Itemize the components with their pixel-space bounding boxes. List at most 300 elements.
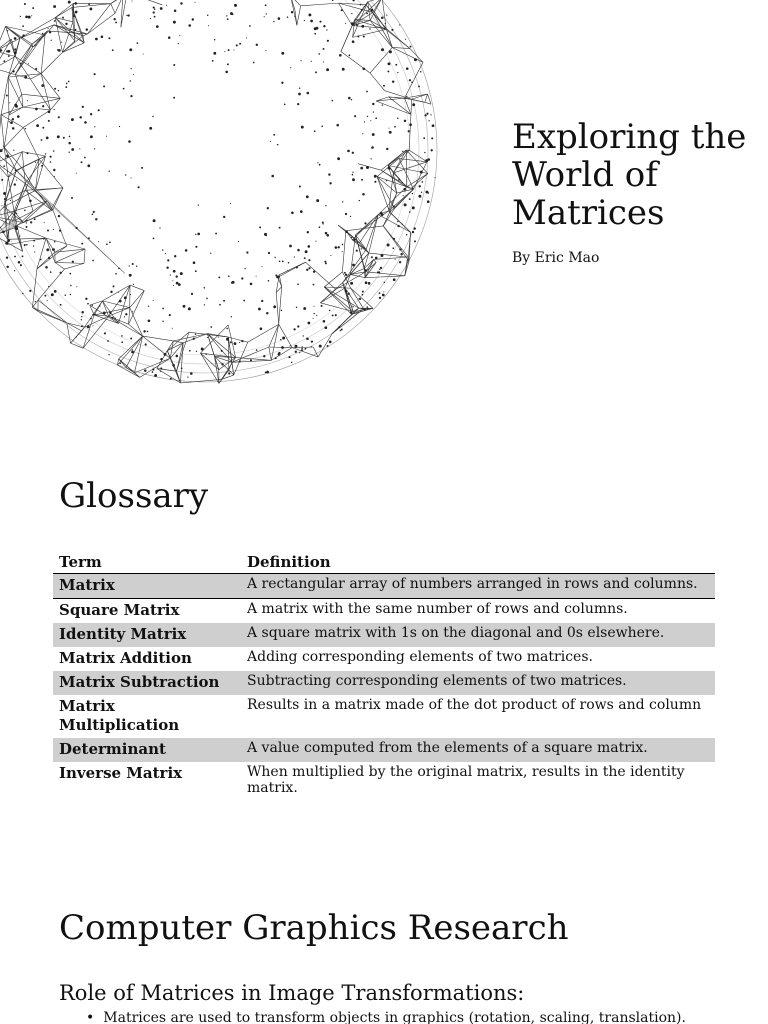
globe-particle [87, 303, 89, 305]
globe-particle [35, 301, 36, 302]
globe-particle [302, 346, 303, 347]
globe-mesh-line [16, 159, 39, 170]
globe-particle [224, 51, 225, 52]
globe-particle [273, 134, 275, 136]
globe-mesh-line [332, 314, 352, 333]
globe-particle [323, 48, 325, 50]
table-row [53, 574, 715, 599]
globe-particle [228, 49, 230, 51]
globe-mesh-line [129, 291, 145, 325]
globe-particle [176, 275, 178, 277]
globe-particle [430, 114, 431, 115]
globe-particle [106, 243, 108, 245]
globe-particle [279, 227, 281, 229]
globe-particle [30, 221, 32, 223]
globe-mesh-line [111, 4, 115, 13]
globe-particle [173, 270, 176, 273]
globe-rim-arc [0, 0, 437, 382]
globe-mesh-line [33, 35, 45, 47]
globe-particle [291, 11, 293, 13]
globe-particle [188, 307, 191, 310]
globe-particle [54, 241, 56, 243]
globe-particle [206, 298, 208, 300]
globe-particle [2, 231, 5, 234]
globe-mesh-line [135, 358, 171, 373]
globe-particle [375, 257, 378, 260]
globe-particle [395, 259, 396, 260]
globe-particle [332, 314, 334, 316]
globe-particle [397, 225, 399, 227]
globe-particle [424, 152, 425, 153]
globe-mesh-line [41, 52, 62, 73]
globe-particle [348, 97, 351, 100]
globe-particle [69, 273, 71, 275]
globe-particle [345, 213, 347, 215]
globe-particle [118, 292, 119, 293]
globe-particle [277, 144, 279, 146]
globe-particle [388, 167, 391, 170]
globe-particle [345, 23, 346, 24]
globe-particle [226, 15, 227, 16]
globe-particle [360, 4, 362, 6]
globe-particle [230, 341, 232, 343]
globe-particle [428, 120, 429, 121]
globe-particle [22, 293, 23, 294]
globe-particle [406, 234, 407, 235]
globe-particle [409, 198, 411, 200]
globe-particle [424, 114, 426, 116]
globe-particle [149, 127, 152, 130]
globe-particle [103, 85, 105, 87]
globe-particle [8, 112, 9, 113]
globe-particle [50, 161, 52, 163]
globe-particle [389, 131, 392, 134]
globe-particle [154, 16, 156, 18]
globe-particle [131, 351, 134, 354]
globe-particle [58, 90, 59, 91]
globe-particle [132, 311, 133, 312]
globe-particle [291, 212, 294, 215]
globe-particle [265, 4, 267, 6]
globe-particle [13, 150, 14, 151]
definition-cell: A square matrix with 1s on the diagonal and 0s elsewhere. [241, 623, 715, 647]
globe-particle [132, 349, 133, 350]
globe-particle [62, 17, 64, 19]
globe-mesh-line [278, 262, 306, 277]
globe-particle [124, 316, 125, 317]
globe-particle [418, 185, 420, 187]
globe-particle [160, 367, 162, 369]
globe-particle [191, 293, 193, 295]
globe-mesh-line [55, 262, 64, 269]
globe-particle [380, 267, 382, 269]
globe-particle [40, 259, 42, 261]
globe-particle [238, 241, 239, 242]
globe-particle [54, 88, 56, 90]
globe-particle [294, 256, 295, 257]
globe-particle [352, 178, 355, 181]
globe-particle [194, 2, 195, 3]
globe-particle [75, 227, 77, 229]
globe-particle [345, 290, 348, 293]
globe-particle [79, 148, 80, 149]
globe-particle [412, 206, 415, 209]
globe-particle [4, 198, 6, 200]
globe-particle [1, 205, 2, 206]
globe-particle [218, 276, 220, 278]
globe-particle [394, 126, 396, 128]
globe-particle [59, 229, 61, 231]
globe-particle [241, 277, 243, 279]
globe-particle [195, 270, 197, 272]
globe-particle [414, 227, 416, 229]
globe-particle [128, 140, 131, 143]
globe-mesh-line [83, 34, 88, 36]
globe-particle [133, 284, 134, 285]
globe-particle [275, 357, 277, 359]
globe-particle [298, 93, 301, 96]
globe-particle [325, 232, 328, 235]
globe-particle [69, 136, 71, 138]
globe-particle [92, 304, 93, 305]
definition-cell: A matrix with the same number of rows and columns. [247, 601, 628, 617]
globe-particle [308, 259, 310, 261]
globe-particle [24, 76, 27, 79]
globe-particle [227, 18, 229, 20]
globe-particle [328, 173, 330, 175]
globe-particle [324, 326, 327, 329]
globe-particle [258, 308, 261, 311]
globe-mesh-line [425, 102, 431, 104]
globe-mesh-line [297, 6, 301, 25]
globe-particle [47, 300, 48, 301]
globe-particle [81, 161, 83, 163]
globe-mesh-line [20, 18, 55, 39]
globe-particle [342, 251, 343, 252]
globe-particle [42, 127, 44, 129]
globe-particle [324, 261, 326, 263]
globe-particle [153, 300, 154, 301]
globe-particle [99, 305, 101, 307]
globe-particle [375, 117, 377, 119]
globe-mesh-line [37, 246, 67, 269]
globe-particle [154, 8, 156, 10]
globe-particle [76, 336, 77, 337]
globe-particle [58, 215, 60, 217]
globe-particle [137, 42, 139, 44]
globe-particle [403, 195, 404, 196]
globe-particle [305, 250, 308, 253]
globe-particle [130, 95, 132, 97]
globe-particle [219, 304, 221, 306]
globe-particle [41, 139, 43, 141]
globe-particle [329, 310, 331, 312]
globe-particle [179, 35, 180, 36]
table-row [53, 738, 715, 762]
globe-particle [379, 297, 381, 299]
globe-particle [143, 53, 144, 54]
globe-particle [89, 7, 92, 10]
globe-particle [387, 244, 390, 247]
globe-particle [72, 261, 74, 263]
globe-mesh-line [366, 5, 387, 29]
globe-particle [304, 20, 305, 21]
globe-particle [178, 43, 179, 44]
globe-particle [119, 126, 120, 127]
globe-particle [378, 271, 380, 273]
globe-particle [239, 342, 240, 343]
globe-particle [92, 260, 94, 262]
globe-particle [431, 149, 433, 151]
globe-particle [341, 328, 343, 330]
globe-particle [34, 251, 35, 252]
globe-mesh-line [83, 315, 94, 348]
globe-mesh-line [1, 115, 23, 128]
globe-particle [98, 241, 99, 242]
globe-particle [357, 36, 359, 38]
globe-particle [180, 272, 183, 275]
globe-particle [65, 23, 67, 25]
globe-particle [29, 200, 32, 203]
globe-particle [172, 280, 173, 281]
globe-particle [282, 261, 284, 263]
definition-cell: A value computed from the elements of a square matrix. [241, 738, 715, 762]
globe-particle [18, 261, 21, 264]
globe-particle [57, 49, 59, 51]
globe-particle [115, 273, 117, 275]
globe-particle [152, 368, 154, 370]
globe-particle [109, 241, 111, 243]
globe-particle [7, 171, 8, 172]
globe-particle [319, 226, 321, 228]
globe-particle [351, 13, 352, 14]
globe-particle [386, 14, 387, 15]
globe-particle [181, 368, 183, 370]
globe-particle [244, 268, 245, 269]
globe-particle [22, 34, 24, 36]
globe-particle [7, 50, 10, 53]
globe-mesh-line [324, 272, 342, 287]
globe-mesh-line [5, 190, 25, 201]
globe-mesh-line [126, 336, 143, 367]
globe-mesh-line [279, 324, 292, 347]
globe-particle [195, 234, 196, 235]
globe-particle [205, 354, 206, 355]
globe-particle [308, 13, 311, 16]
globe-particle [212, 60, 214, 62]
globe-particle [48, 257, 50, 259]
globe-particle [48, 28, 49, 29]
globe-particle [411, 81, 413, 83]
globe-particle [169, 314, 171, 316]
globe-particle [226, 328, 228, 330]
globe-particle [387, 70, 389, 72]
globe-mesh-line [55, 3, 73, 17]
globe-particle [88, 237, 90, 239]
globe-particle [12, 41, 13, 42]
globe-particle [414, 240, 416, 242]
globe-particle [50, 271, 52, 273]
globe-particle [204, 287, 206, 289]
globe-particle [361, 248, 362, 249]
term-cell: Matrix Addition [59, 649, 192, 667]
globe-particle [236, 44, 238, 46]
globe-particle [132, 263, 134, 265]
glossary-heading: Glossary [59, 476, 209, 516]
globe-mesh-line [130, 285, 144, 290]
globe-particle [90, 135, 93, 138]
globe-particle [173, 21, 176, 24]
globe-particle [43, 238, 45, 240]
globe-particle [79, 116, 81, 118]
globe-particle [388, 62, 391, 65]
globe-particle [0, 49, 2, 51]
globe-particle [128, 14, 130, 16]
globe-particle [54, 176, 55, 177]
globe-particle [337, 246, 339, 248]
globe-particle [274, 257, 275, 258]
globe-particle [20, 264, 22, 266]
globe-mesh-line [14, 183, 25, 211]
globe-particle [71, 197, 73, 199]
globe-particle [427, 200, 430, 203]
globe-particle [361, 179, 363, 181]
section-subheading: Role of Matrices in Image Transformations: [59, 981, 525, 1005]
globe-particle [300, 210, 303, 213]
globe-particle [367, 306, 369, 308]
globe-mesh-line [1, 115, 4, 148]
globe-particle [54, 290, 57, 293]
globe-particle [121, 335, 123, 337]
globe-particle [266, 312, 268, 314]
globe-particle [21, 36, 23, 38]
globe-particle [7, 30, 8, 31]
globe-particle [420, 171, 423, 174]
globe-particle [379, 269, 380, 270]
globe-particle [323, 25, 325, 27]
globe-particle [166, 266, 168, 268]
globe-particle [409, 79, 411, 81]
globe-particle [15, 226, 17, 228]
globe-particle [273, 21, 275, 23]
globe-particle [162, 249, 163, 250]
globe-particle [250, 283, 253, 286]
globe-mesh-line [23, 127, 39, 159]
globe-particle [12, 70, 14, 72]
globe-particle [264, 233, 267, 236]
globe-particle [88, 3, 90, 5]
globe-particle [154, 374, 157, 377]
globe-particle [221, 363, 223, 365]
globe-particle [223, 300, 225, 302]
globe-particle [176, 355, 179, 358]
globe-particle [327, 345, 329, 347]
globe-particle [147, 331, 149, 333]
globe-mesh-line [130, 308, 143, 336]
globe-particle [350, 282, 353, 285]
document-title: Exploring the World of Matrices [512, 117, 747, 233]
globe-particle [239, 43, 241, 45]
globe-particle [315, 71, 317, 73]
globe-particle [379, 292, 381, 294]
globe-particle [374, 175, 377, 178]
globe-particle [366, 166, 369, 169]
globe-particle [33, 245, 34, 246]
globe-particle [28, 63, 29, 64]
globe-particle [131, 177, 132, 178]
globe-particle [420, 71, 422, 73]
globe-mesh-line [38, 311, 67, 323]
title-block [512, 118, 752, 266]
globe-particle [354, 239, 356, 241]
globe-particle [319, 345, 322, 348]
globe-particle [290, 345, 291, 346]
globe-mesh-line [129, 324, 143, 336]
globe-particle [342, 201, 343, 202]
globe-particle [156, 25, 159, 28]
globe-particle [389, 50, 392, 53]
globe-particle [299, 185, 301, 187]
globe-particle [153, 219, 156, 222]
globe-particle [160, 370, 162, 372]
globe-particle [60, 272, 62, 274]
term-cell: Identity Matrix [53, 623, 241, 647]
globe-particle [45, 266, 48, 269]
globe-particle [263, 355, 265, 357]
globe-particle [153, 6, 155, 8]
globe-particle [160, 358, 162, 360]
globe-particle [10, 121, 13, 124]
globe-particle [143, 330, 145, 332]
globe-mesh-line [332, 309, 364, 334]
globe-particle [402, 224, 403, 225]
globe-particle [349, 54, 351, 56]
globe-particle [44, 222, 45, 223]
globe-particle [412, 231, 414, 233]
globe-particle [73, 15, 75, 17]
globe-particle [48, 110, 51, 113]
globe-mesh-line [306, 262, 336, 289]
globe-particle [316, 199, 319, 202]
globe-particle [246, 37, 247, 38]
globe-particle [432, 124, 435, 127]
globe-particle [123, 88, 125, 90]
globe-particle [35, 68, 37, 70]
globe-mesh-line [25, 188, 63, 190]
globe-particle [193, 338, 195, 340]
globe-mesh-line [383, 226, 408, 257]
globe-mesh-line [207, 334, 235, 358]
globe-particle [256, 276, 257, 277]
globe-particle [3, 60, 5, 62]
globe-particle [26, 226, 28, 228]
globe-particle [14, 51, 17, 54]
globe-mesh-line [109, 316, 143, 336]
globe-particle [115, 21, 117, 23]
globe-mesh-line [366, 272, 405, 276]
globe-particle [113, 285, 115, 287]
globe-particle [101, 36, 104, 39]
globe-particle [384, 282, 385, 283]
globe-particle [308, 245, 311, 248]
globe-particle [66, 83, 68, 85]
globe-particle [26, 222, 27, 223]
globe-mesh-line [62, 43, 84, 53]
globe-particle [397, 72, 398, 73]
globe-particle [361, 25, 364, 28]
globe-particle [168, 36, 171, 39]
globe-particle [329, 341, 332, 344]
